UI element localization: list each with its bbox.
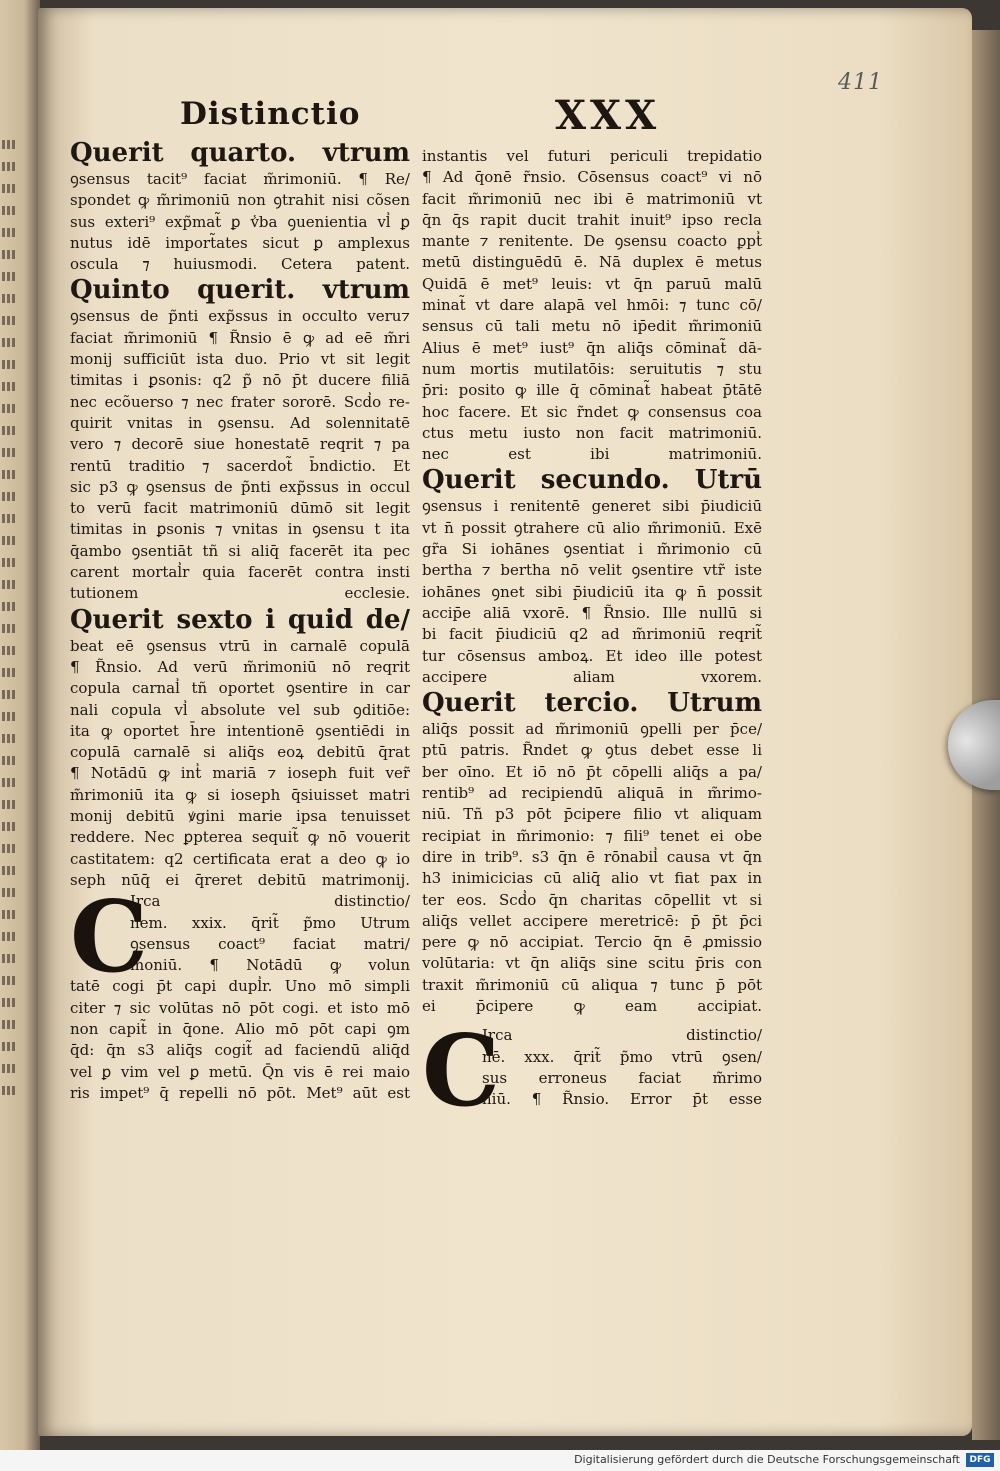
text-line: aliq̄s possit ad m̃rimoniū ꝯpelli per p̄ce/ [422,720,762,739]
ghost-text-mark [2,162,16,171]
ghost-text-mark [2,734,16,743]
text-line: Quidā ē met⁹ leuis: vt q̄n paruū malū [422,274,762,293]
right-chapter-opening [422,1014,762,1130]
question-heading: Quinto querit. vtrum [70,275,410,306]
text-line: tutionem ecclesie. [70,584,410,603]
text-line: nem. xxix. q̄rit̃ p̃mo Utrum [130,913,410,932]
ghost-text-mark [2,998,16,1007]
text-line: dire in trib⁹. s3 q̄n ē rōnabil̾ causa vt q̄n [422,847,762,866]
text-line: instantis vel futuri periculi trepidatio [422,147,762,165]
text-line: ¶ R̃nsio. Ad verū m̃rimoniū nō reqrit [70,657,410,676]
running-head-right: XXX [555,92,661,139]
text-line: vero ⁊ decorē siue honestatē reqrit ⁊ pa [70,435,410,454]
ghost-text-mark [2,954,16,963]
text-line: Alius ē met⁹ iust⁹ q̄n aliq̄s cōminat̃ dā- [422,338,762,357]
ghost-text-mark [2,932,16,941]
text-line: nec est ibi matrimoniū. [422,445,762,464]
text-line: nutus idē import̃ates sicut ꝑ amplexus [70,233,410,252]
ghost-text-mark [2,382,16,391]
text-line: sic p3 ꝙ ꝯsensus de p̃nti exp̃ssus in occul [70,477,410,496]
ghost-text-mark [2,470,16,479]
text-line: nē. xxx. q̄rit̃ p̃mo vtrū ꝯsen/ [482,1047,762,1066]
text-line: ꝯsensus de p̃nti exp̃ssus in occulto veru⁊ [70,307,410,326]
text-line: nali copula vl̾ absolute vel sub ꝯditiōe: [70,700,410,719]
decorated-initial: C [422,1014,500,1130]
text-line: accip̄e aliā vxorē. ¶ R̃nsio. Ille nullū si [422,603,762,622]
text-line: gr̃a Si iohānes ꝯsentiat i m̃rimonio cū [422,540,762,559]
text-line: m̃rimoniū ita ꝙ si ioseph q̄siuisset matri [70,785,410,804]
text-line: bertha ⁊ bertha nō velit ꝯsentire vtr̃ iste [422,561,762,580]
ghost-text-mark [2,844,16,853]
running-head-left: Distinctio [180,96,361,132]
text-line: minat̃ vt dare alapā vel hmōi: ⁊ tunc cō/ [422,296,762,315]
ghost-text-mark [2,250,16,259]
text-line: h3 inimicicias cū aliq̄ alio vt fiat pax in [422,869,762,888]
text-line: castitatem: q2 certificata erat a deo ꝙ io [70,849,410,868]
ghost-text-mark [2,536,16,545]
adjacent-page-gutter [0,0,40,1450]
text-line: ꝯsensus coact⁹ faciat matri/ [130,934,410,953]
text-line: ber oīno. Et iō nō p̄t cōpelli aliq̄s a pa/ [422,762,762,781]
text-line: rentū traditio ⁊ sacerdot̃ b̄ndictio. Et [70,456,410,475]
text-line: p̄ri: posito ꝙ ille q̄ cōminat̃ habeat p̄tātē [422,381,762,400]
ghost-text-mark [2,822,16,831]
question-heading: Querit sexto i quid de/ [70,604,410,635]
text-line: volūtaria: vt q̄n aliq̄s sine scitu p̄ris con [422,954,762,973]
ghost-text-mark [2,1020,16,1029]
text-line: num mortis mutilatōis: seruitutis ⁊ stu [422,359,762,378]
ghost-text-mark [2,866,16,875]
right-text-column [422,146,762,1130]
ghost-text-mark [2,602,16,611]
decorated-initial: C [70,880,148,996]
text-line: rentib⁹ ad recipiendū aliquā in m̃rimo- [422,784,762,803]
text-line: iohānes ꝯnet sibi p̄iudiciū ita ꝙ n̄ possit [422,582,762,601]
ghost-text-mark [2,338,16,347]
text-line: moniū. ¶ Notādū ꝙ volun [130,956,410,975]
text-line: reddere. Nec ꝑpterea sequit̃ ꝙ nō vouerit [70,828,410,847]
text-line: mante ⁊ renitente. De ꝯsensu coacto ꝑpt̾ [422,232,762,251]
ghost-text-mark [2,646,16,655]
text-line: sus erroneus faciat m̃rimo [482,1068,762,1087]
footer-bar [0,1450,1000,1471]
ghost-text-mark [2,668,16,677]
text-line: spondet ꝙ m̃rimoniū non ꝯtrahit nisi cõsen [70,191,410,210]
ghost-text-mark [2,140,16,149]
text-line: timitas in ꝑsonis ⁊ vnitas in ꝯsensu t ita [70,520,410,539]
text-line: ctus metu iusto non facit matrimoniū. [422,423,762,442]
text-line: quirit vnitas in ꝯsensu. Ad solennitatē [70,413,410,432]
ghost-text-mark [2,690,16,699]
left-column-lines [70,138,410,891]
text-line: traxit m̃rimoniū cū aliqua ⁊ tunc p̄ pōt [422,975,762,994]
ghost-text-mark [2,360,16,369]
text-line: tur cōsensus amboꝝ. Et ideo ille potest [422,646,762,665]
text-line: ¶ Notādū ꝙ int̾ mariā ⁊ ioseph fuit ver̃ [70,764,410,783]
text-line: vt n̄ possit ꝯtrahere cū alio m̃rimoniū. Exē [422,518,762,537]
ghost-text-mark [2,206,16,215]
dfg-logo: DFG [966,1453,994,1467]
text-line: citer ⁊ sic volūtas nō pōt cogi. et isto mō [70,998,410,1017]
ghost-text-mark [2,514,16,523]
text-line: faciat m̃rimoniū ¶ R̃nsio ē ꝙ ad eē m̃ri [70,328,410,347]
ghost-text-mark [2,756,16,765]
text-line: ¶ Ad q̄onē r̃nsio. Cōsensus coact⁹ vi nō [422,168,762,187]
ghost-text-mark [2,228,16,237]
ghost-text-mark [2,976,16,985]
ghost-text-mark [2,492,16,501]
text-line: copula carnal̾ tñ oportet ꝯsentire in car [70,679,410,698]
ghost-text-mark [2,448,16,457]
ghost-text-mark [2,800,16,809]
text-line: non capit̃ in q̄one. Alio mō pōt capi ꝯm [70,1019,410,1038]
text-line: Irca distinctio/ [130,892,410,911]
ghost-text-mark [2,294,16,303]
ghost-text-mark [2,1064,16,1073]
ghost-text-mark [2,1086,16,1095]
ghost-text-mark [2,1042,16,1051]
text-line: q̄n q̄s rapit ducit trahit inuit⁹ ipso recla [422,210,762,229]
text-line: nec ecõuerso ⁊ nec frater sororē. Scd̾o re- [70,392,410,411]
text-line: monij debitū ꝟgini marie ipsa tenuisset [70,807,410,826]
text-line: ris impet⁹ q̄ repelli nō pōt. Met⁹ aūt est [70,1083,410,1102]
text-line: copulā carnalē si aliq̄s eoꝝ debitū q̄rat [70,743,410,762]
text-line: ita ꝙ oportet h̄re intentionē ꝯsentiēdi in [70,721,410,740]
text-line: ptū patris. R̃ndet ꝙ ꝯtus debet esse li [422,741,762,760]
text-line: niū. ¶ R̃nsio. Error p̄t esse [482,1090,762,1109]
text-line: recipiat in m̃rimonio: ⁊ fili⁹ tenet ei obe [422,826,762,845]
funding-credit: Digitalisierung gefördert durch die Deutsche Forschungsgemeinschaft [574,1453,960,1466]
ghost-text-mark [2,712,16,721]
text-line: ei p̄cipere ꝙ eam accipiat. [422,996,762,1015]
text-line: to verū facit matrimoniū dūmō sit legit [70,499,410,518]
ghost-text-mark [2,426,16,435]
ghost-text-mark [2,888,16,897]
text-line: sensus cū tali metu nō ip̄edit m̃rimoniū [422,317,762,336]
text-line: accipere aliam vxorem. [422,667,762,686]
text-line: ꝯsensus tacit⁹ faciat m̃rimoniū. ¶ Re/ [70,170,410,188]
ghost-text-mark [2,778,16,787]
text-line: beat eē ꝯsensus vtrū in carnalē copulā [70,636,410,655]
text-line: ꝯsensus i renitentē generet sibi p̄iudiciū [422,497,762,516]
text-line: niū. Tñ p3 pōt p̄cipere filio vt aliquam [422,805,762,824]
text-line: timitas i ꝑsonis: q2 p̃ nō p̄t ducere filiā [70,371,410,390]
text-line: sus exteri⁹ exp̃mat̃ ꝑ v̾ba ꝯuenientia vl̾ ꝑ [70,212,410,231]
text-line: metū distinguēdū ē. Nā duplex ē metus [422,253,762,272]
left-text-column [70,138,410,1104]
text-line: vel ꝑ vim vel ꝑ metū. Q̄n vis ē rei maio [70,1062,410,1081]
text-line: Irca distinctio/ [482,1026,762,1045]
question-heading: Querit secundo. Utrū [422,465,762,496]
text-line: monij sufficiūt ista duo. Prio vt sit legit [70,350,410,369]
right-column-lines [422,146,762,1017]
text-line: aliq̄s vellet accipere meretricē: p̄ p̄t p̄ci [422,911,762,930]
text-line: tatē cogi p̄t capi dupl̾r. Uno mō simpli [70,977,410,996]
ghost-text-mark [2,272,16,281]
text-line: carent mortal̾r quia facerēt contra insti [70,563,410,582]
text-line: hoc facere. Et sic r̃ndet ꝙ consensus coa [422,402,762,421]
folio-number: 411 [838,70,883,95]
ghost-text-mark [2,624,16,633]
question-heading: Querit quarto. vtrum [70,138,410,168]
ghost-text-mark [2,580,16,589]
left-continuation-lines [70,976,410,1104]
question-heading: Querit tercio. Utrum [422,688,762,719]
text-line: facit m̃rimoniū nec ibi ē matrimoniū vt [422,189,762,208]
text-line: bi facit p̄iudiciū q2 ad m̃rimoniū reqrit̃ [422,625,762,644]
text-line: seph nūq̄ ei q̄reret debitū matrimonij. [70,870,410,889]
ghost-text-mark [2,910,16,919]
ghost-text-mark [2,316,16,325]
ghost-text-mark [2,184,16,193]
text-line: q̄d: q̄n s3 aliq̄s cogit̃ ad faciendū aliq̄d [70,1041,410,1060]
text-line: pere ꝙ nō accipiat. Tercio q̄n ē ꝓmissio [422,933,762,952]
ghost-text-mark [2,558,16,567]
text-line: oscula ⁊ huiusmodi. Cetera patent. [70,255,410,274]
ghost-text-mark [2,404,16,413]
text-line: q̄ambo ꝯsentiāt tñ si aliq̄ facerēt ita pec [70,541,410,560]
text-line: ter eos. Scd̾o q̄n charitas cōpellit vt si [422,890,762,909]
